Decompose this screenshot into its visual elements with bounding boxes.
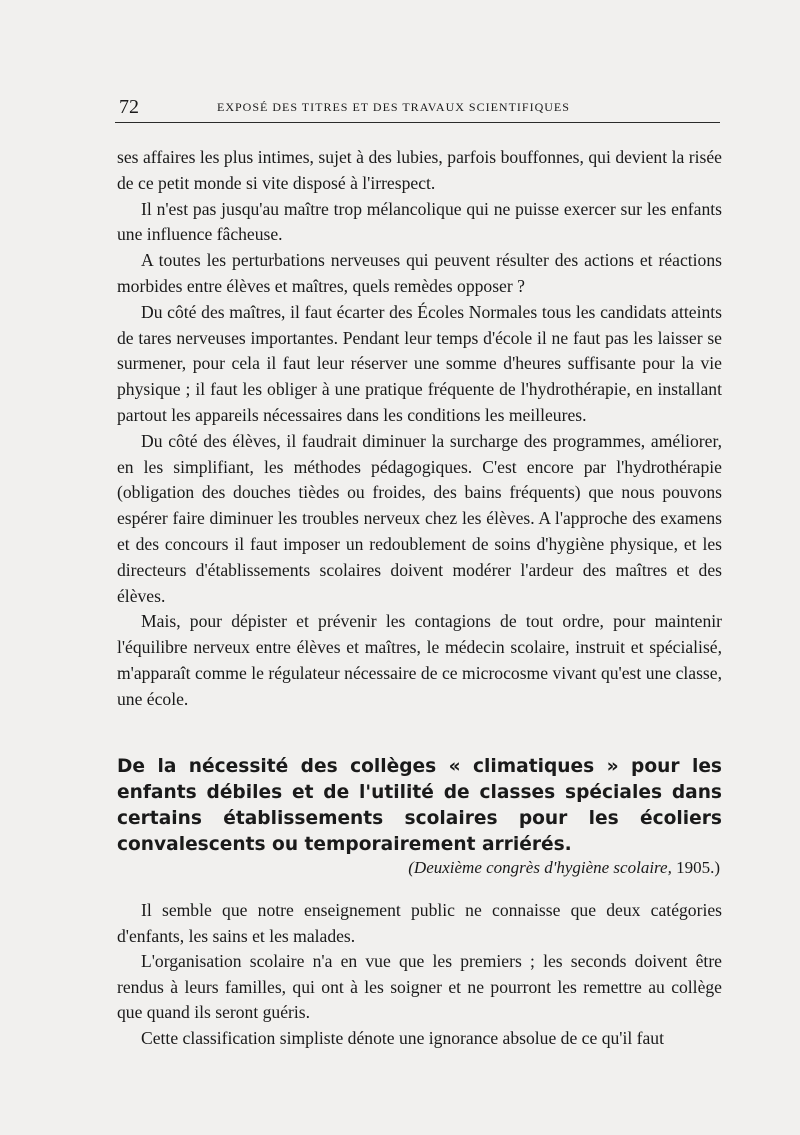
paragraph: Du côté des maîtres, il faut écarter des Écoles Normales tous les candidats atteints de tares nerveuses importantes. Pendant leur temps d'école il ne faut pas les laisser se surmener, pour cela il faut leur réserver une somme d'heures suffisante pour la vie physique ; il faut les obliger à une pratique fréquente de l'hydrothérapie, en installant partout les appareils nécessaires dans les conditions les meilleures. xyxy=(117,301,722,425)
paragraph-continued: ses affaires les plus intimes, sujet à des lubies, parfois bouffonnes, qui devient la risée de ce petit monde si vite disposé à l'irrespect. xyxy=(117,147,722,193)
paragraph: Cette classification simpliste dénote une ignorance absolue de ce qu'il faut xyxy=(141,1027,664,1048)
page-header xyxy=(119,96,722,124)
paragraph: L'organisation scolaire n'a en vue que les premiers ; les seconds doivent être rendus à leurs familles, qui ont à les soigner et ne pourront les remettre au collège que quand ils seront guéris. xyxy=(117,951,722,1023)
paragraph: Du côté des élèves, il faudrait diminuer la surcharge des programmes, améliorer, en les simplifiant, les méthodes pédagogiques. C'est encore par l'hydrothérapie (obligation des douches tièdes ou froides, des bains fréquents) que nous pouvons espérer faire diminuer les troubles nerveux chez les élèves. A l'approche des examens et des concours il faut imposer un redoublement de soins d'hygiène physique, et les directeurs d'établissements scolaires doivent modérer l'ardeur des maîtres et des élèves. xyxy=(117,430,722,606)
source-title: (Deuxième congrès d'hygiène scolaire, xyxy=(408,858,672,877)
paragraph: Mais, pour dépister et prévenir les contagions de tout ordre, pour maintenir l'équilibre nerveux entre élèves et maîtres, le médecin scolaire, instruit et spécialisé, m'apparaît comme le régulateur nécessaire de ce microcosme vivant qu'est une classe, une école. xyxy=(117,611,722,709)
source-year: 1905.) xyxy=(676,858,720,877)
header-rule xyxy=(115,122,720,123)
paragraph: Il n'est pas jusqu'au maître trop mélancolique qui ne puisse exercer sur les enfants une influence fâcheuse. xyxy=(117,198,722,245)
section-body xyxy=(117,898,722,1052)
page-number: 72 xyxy=(119,96,139,118)
section-source xyxy=(250,858,720,878)
paragraph: A toutes les perturbations nerveuses qui peuvent résulter des actions et réactions morbides entre élèves et maîtres, quels remèdes opposer ? xyxy=(117,250,722,296)
paragraph: Il semble que notre enseignement public ne connaisse que deux catégories d'enfants, les sains et les malades. xyxy=(117,900,722,946)
section-heading: De la nécessité des collèges « climatiques » pour les enfants débiles et de l'utilité de classes spéciales dans certains établissements scolaires pour les écoliers convalescents ou temporairement arriérés. xyxy=(117,756,722,855)
body-text xyxy=(117,145,722,713)
running-head: EXPOSÉ DES TITRES ET DES TRAVAUX SCIENTIFIQUES xyxy=(217,100,570,114)
